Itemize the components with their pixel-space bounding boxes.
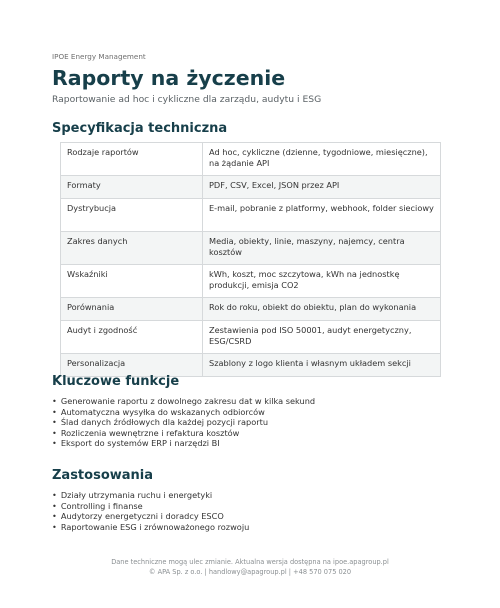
spec-value: Ad hoc, cykliczne (dzienne, tygodniowe, miesięczne), na żądanie API — [203, 143, 441, 176]
list-item: • Rozliczenia wewnętrzne i refaktura kosztów — [52, 428, 315, 439]
list-item: • Działy utrzymania ruchu i energetyki — [52, 490, 249, 501]
footer-disclaimer: Dane techniczne mogą ulec zmianie. Aktualna wersja dostępna na ipoe.apagroup.pl — [111, 558, 389, 566]
uses-heading: Zastosowania — [52, 468, 154, 483]
page-subtitle: Raportowanie ad hoc i cykliczne dla zarządu, audytu i ESG — [52, 94, 322, 105]
spec-value: PDF, CSV, Excel, JSON przez API — [203, 176, 441, 199]
list-item: • Audytorzy energetyczni i doradcy ESCO — [52, 511, 249, 522]
spec-key: Formaty — [61, 176, 203, 199]
spec-value: kWh, koszt, moc szczytowa, kWh na jednostkę produkcji, emisja CO2 — [203, 265, 441, 298]
spec-value: Zestawienia pod ISO 50001, audyt energetyczny, ESG/CSRD — [203, 321, 441, 354]
list-item: • Controlling i finanse — [52, 501, 249, 512]
table-row — [61, 298, 441, 321]
list-item: • Ślad danych źródłowych dla każdej pozycji raportu — [52, 417, 315, 428]
spec-key: Dystrybucja — [61, 199, 203, 232]
table-row — [61, 232, 441, 265]
spec-value: Szablony z logo klienta i własnym układem sekcji — [203, 354, 441, 377]
list-item: • Generowanie raportu z dowolnego zakresu dat w kilka sekund — [52, 396, 315, 407]
list-item: • Raportowanie ESG i zrównoważonego rozwoju — [52, 522, 249, 533]
page-title: Raporty na życzenie — [52, 66, 286, 90]
spec-value: Rok do roku, obiekt do obiektu, plan do wykonania — [203, 298, 441, 321]
features-heading: Kluczowe funkcje — [52, 374, 180, 389]
table-row — [61, 143, 441, 176]
spec-key: Zakres danych — [61, 232, 203, 265]
table-row — [61, 265, 441, 298]
spec-table — [60, 142, 441, 377]
page-footer — [0, 558, 500, 577]
spec-key: Audyt i zgodność — [61, 321, 203, 354]
brand-label: IPOE Energy Management — [52, 52, 146, 61]
table-row — [61, 321, 441, 354]
list-item: • Automatyczna wysyłka do wskazanych odbiorców — [52, 407, 315, 418]
table-row — [61, 199, 441, 232]
spec-key: Porównania — [61, 298, 203, 321]
table-row — [61, 176, 441, 199]
list-item: • Eksport do systemów ERP i narzędzi BI — [52, 438, 315, 449]
spec-key: Rodzaje raportów — [61, 143, 203, 176]
uses-list — [52, 490, 249, 532]
spec-key: Personalizacja — [61, 354, 203, 377]
spec-value: Media, obiekty, linie, maszyny, najemcy, centra kosztów — [203, 232, 441, 265]
spec-key: Wskaźniki — [61, 265, 203, 298]
spec-value: E-mail, pobranie z platformy, webhook, folder sieciowy — [203, 199, 441, 232]
features-list — [52, 396, 315, 449]
footer-contact: © APA Sp. z o.o. | handlowy@apagroup.pl | +48 570 075 020 — [148, 567, 352, 576]
spec-heading: Specyfikacja techniczna — [52, 121, 228, 136]
